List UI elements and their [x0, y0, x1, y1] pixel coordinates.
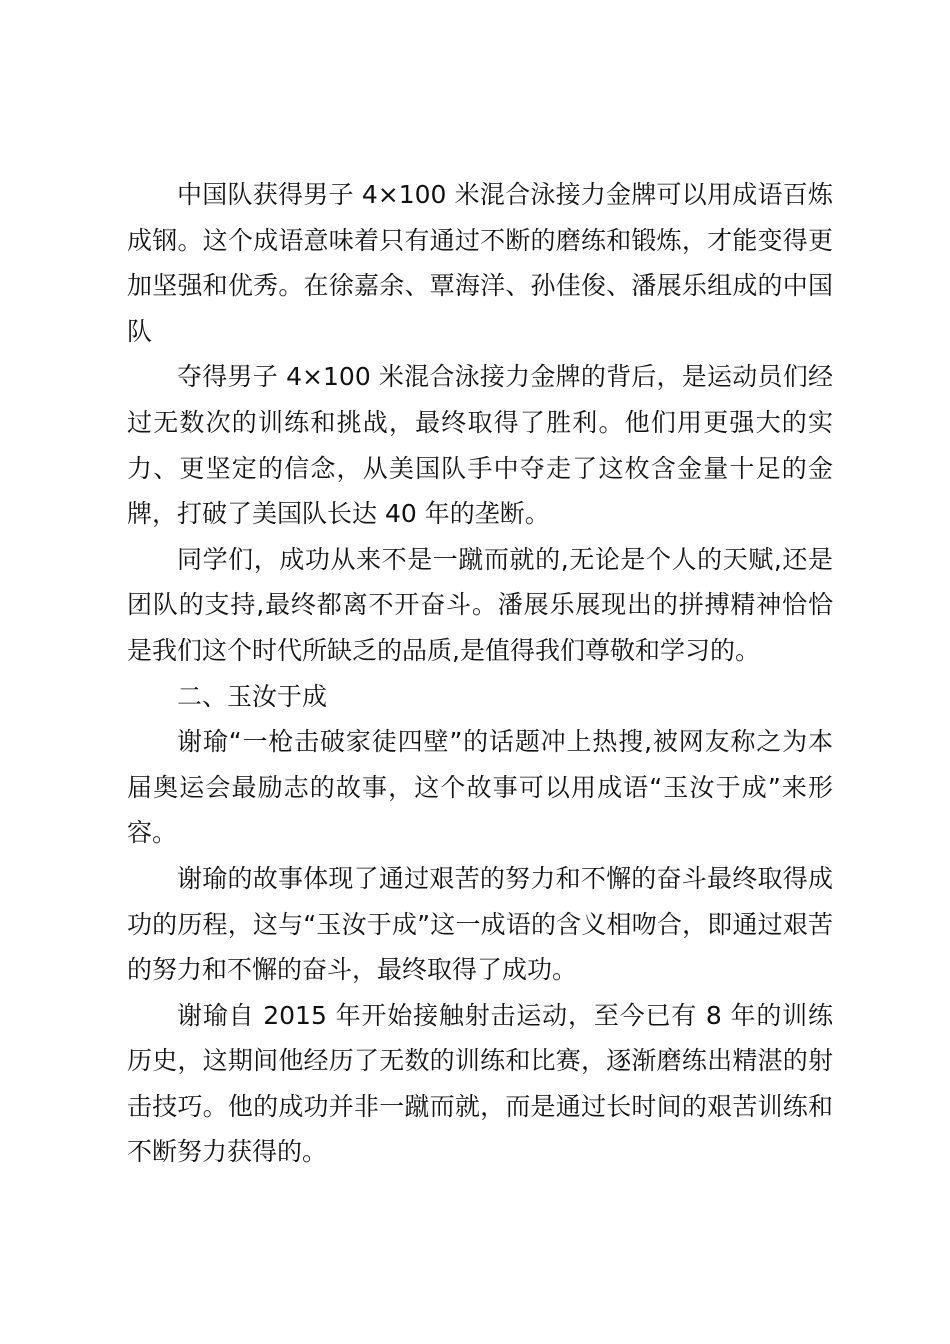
paragraph-students: 同学们，成功从来不是一蹴而就的,无论是个人的天赋,还是团队的支持,最终都离不开奋斗。潘展乐展现出的拼搏精神恰恰是我们这个时代所缺乏的品质,是值得我们尊敬和学习的。 — [127, 544, 833, 665]
paragraph-xie-yu-story: 谢瑜的故事体现了通过艰苦的努力和不懈的奋斗最终取得成功的历程，这与“玉汝于成”这一成语的含义相吻合，即通过艰苦的努力和不懈的奋斗，最终取得了成功。 — [127, 863, 833, 985]
paragraph-relay-victory: 夺得男子 4×100 米混合泳接力金牌的背后，是运动员们经过无数次的训练和挑战，最终取得了胜利。他们用更强大的实力、更坚定的信念，从美国队手中夺走了这枚含金量十足的金牌，打破了美国队长达 40 年的垄断。 — [127, 362, 833, 529]
section-heading: 二、玉汝于成 — [177, 681, 328, 711]
paragraph-relay-gold: 中国队获得男子 4×100 米混合泳接力金牌可以用成语百炼成钢。这个成语意味着只有通过不断的磨练和锻炼，才能变得更加坚强和优秀。在徐嘉余、覃海洋、孙佳俊、潘展乐组成的中国队 — [127, 180, 833, 346]
paragraph-xie-yu-training: 谢瑜自 2015 年开始接触射击运动，至今已有 8 年的训练历史，这期间他经历了无数的训练和比赛，逐渐磨练出精湛的射击技巧。他的成功并非一蹴而就，而是通过长时间的艰苦训练和不断努力获得的。 — [127, 1000, 833, 1167]
document-body — [127, 172, 833, 1175]
paragraph-xie-yu-intro: 谢瑜“一枪击破家徒四壁”的话题冲上热搜,被网友称之为本届奥运会最励志的故事，这个故事可以用成语“玉汝于成”来形容。 — [127, 727, 833, 848]
